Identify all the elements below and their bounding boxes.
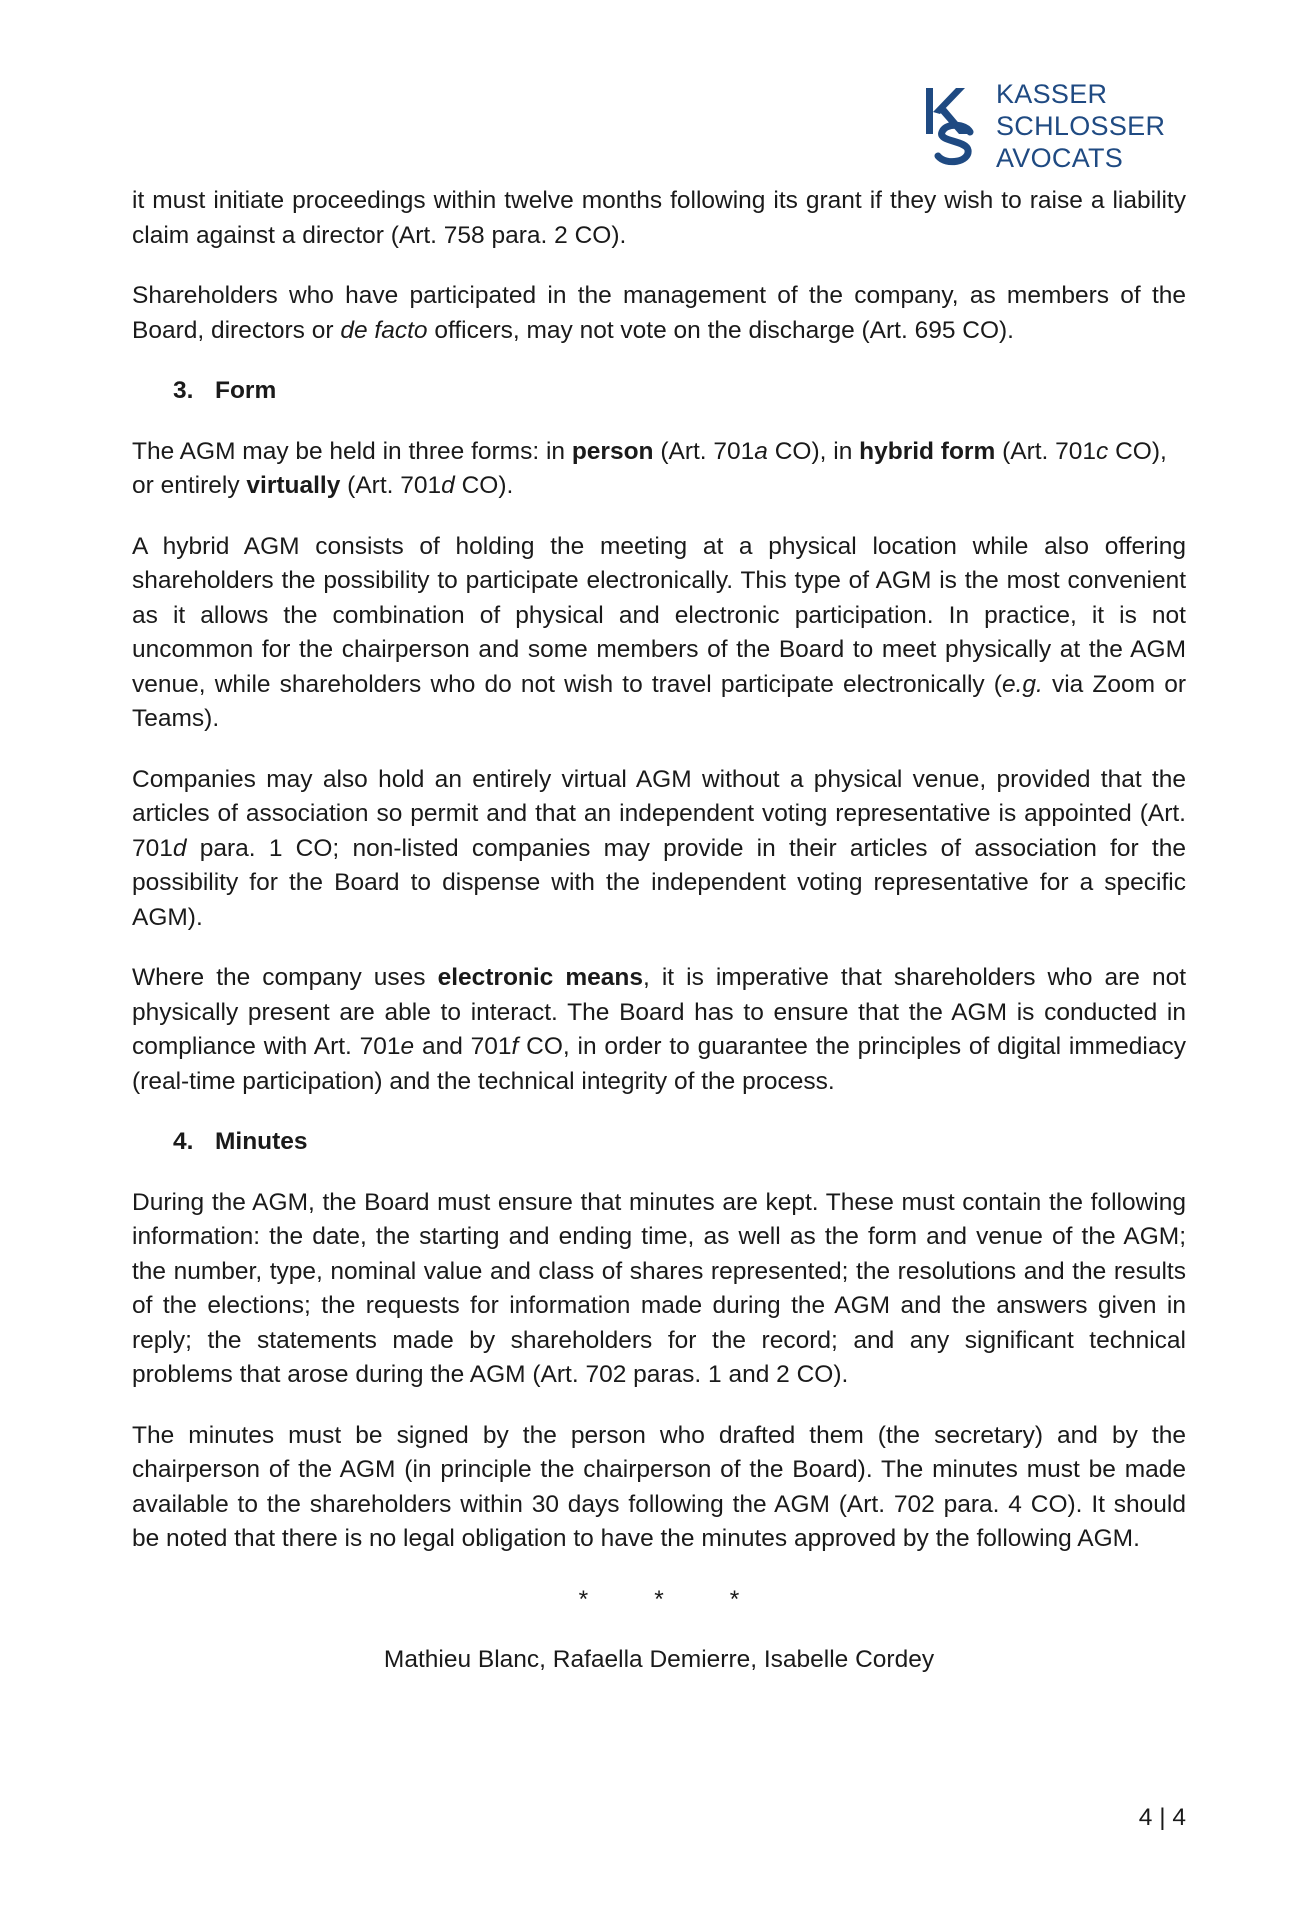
bold-run: electronic means <box>437 964 643 991</box>
separator-star: * <box>578 1585 589 1613</box>
text-run: and 701 <box>414 1033 512 1060</box>
text-run: CO), in <box>767 437 860 465</box>
section-separator <box>132 1583 1186 1618</box>
paragraph-minutes-signing <box>132 1419 1186 1557</box>
italic-run: f <box>511 1033 519 1060</box>
bold-run: virtually <box>246 472 341 499</box>
text-run: Shareholders who have participated in the management of the company, as members of the Board, directors or <box>132 282 1186 344</box>
text-run: Companies may also hold an entirely virtual AGM without a physical venue, provided that the articles of association so permit and that an independent voting representative is appointed (Art. 701 <box>132 765 1186 862</box>
bold-run: hybrid form <box>859 437 996 465</box>
text-run: , it is imperative that shareholders who are not physically present are able to interact. The Board has to ensure that the AGM is conducted in compliance with Art. 701 <box>132 964 1187 1060</box>
firm-logo <box>922 78 1182 174</box>
italic-run: e.g. <box>1001 670 1043 698</box>
text-run: via Zoom or Teams). <box>132 670 1186 732</box>
section-number: 4. <box>173 1128 194 1155</box>
italic-run: de facto <box>340 316 428 344</box>
text-run: CO, in order to guarantee the principles of digital immediacy (real-time participation) and the technical integrity of the process. <box>132 1033 1186 1095</box>
bold-run: person <box>571 437 654 465</box>
text-run: para. 1 CO; non-listed companies may provide in their articles of association for the possibility for the Board to dispense with the independent voting representative for a specific AGM). <box>132 834 1186 931</box>
paragraph-hybrid-agm <box>132 530 1186 737</box>
paragraph-liability-claim <box>132 184 1186 253</box>
paragraph-minutes-content <box>132 1186 1186 1393</box>
italic-run: a <box>754 437 768 465</box>
paragraph-discharge-vote <box>132 279 1186 348</box>
italic-run: d <box>172 834 187 862</box>
italic-run: e <box>400 1033 415 1060</box>
text-run: Where the company uses <box>132 964 438 991</box>
firm-name <box>996 78 1165 174</box>
page-number: 4 | 4 <box>1138 1804 1186 1831</box>
text-run: (Art. 701 <box>340 472 442 499</box>
text-run: officers, may not vote on the discharge (Art. 695 CO). <box>427 316 1014 344</box>
section-title: Minutes <box>215 1128 308 1155</box>
authors-line: Mathieu Blanc, Rafaella Demierre, Isabelle Cordey <box>383 1646 935 1673</box>
section-heading-form <box>132 374 1186 409</box>
text-run: CO), or entirely <box>132 437 1167 499</box>
paragraph-virtual-agm <box>132 763 1186 936</box>
italic-run: c <box>1096 437 1109 465</box>
paragraph-text: The minutes must be signed by the person who drafted them (the secretary) and by the chairperson of the AGM (in principle the chairperson of the Board). The minutes must be made available to the shareholders within 30 days following the AGM (Art. 702 para. 4 CO). It should be noted that there is no legal obligation to have the minutes approved by the following AGM. <box>132 1421 1186 1552</box>
text-run: (Art. 701 <box>995 437 1097 465</box>
firm-name-line-2: SCHLOSSER <box>996 111 1166 141</box>
ks-monogram-icon <box>922 88 986 168</box>
text-run: The AGM may be held in three forms: in <box>132 437 572 465</box>
text-run: CO). <box>454 472 514 499</box>
paragraph-agm-forms <box>132 435 1186 504</box>
italic-run: d <box>441 472 455 499</box>
text-run: A hybrid AGM consists of holding the meeting at a physical location while also offering shareholders the possibility to participate electronically. This type of AGM is the most convenient as it allows the combination of physical and electronic participation. In practice, it is not uncommon for the chairperson and some members of the Board to meet physically at the AGM venue, while shareholders who do not wish to travel participate electronically ( <box>132 532 1186 698</box>
firm-name-line-1: KASSER <box>996 79 1108 109</box>
section-title: Form <box>215 377 277 404</box>
section-number: 3. <box>173 377 194 404</box>
document-body <box>132 184 1186 1678</box>
paragraph-text: During the AGM, the Board must ensure that minutes are kept. These must contain the following information: the date, the starting and ending time, as well as the form and venue of the AGM; the number, type, nominal value and class of shares represented; the resolutions and the results of the elections; the requests for information made during the AGM and the answers given in reply; the statements made by shareholders for the record; and any significant technical problems that arose during the AGM (Art. 702 paras. 1 and 2 CO). <box>132 1188 1186 1388</box>
separator-star: * <box>729 1585 740 1613</box>
firm-name-line-3: AVOCATS <box>996 143 1124 173</box>
paragraph-text: it must initiate proceedings within twelve months following its grant if they wish to raise a liability claim against a director (Art. 758 para. 2 CO). <box>132 187 1186 249</box>
section-heading-minutes <box>132 1125 1186 1160</box>
separator-star: * <box>654 1585 664 1613</box>
text-run: (Art. 701 <box>653 437 755 465</box>
paragraph-electronic-means <box>132 961 1186 1099</box>
